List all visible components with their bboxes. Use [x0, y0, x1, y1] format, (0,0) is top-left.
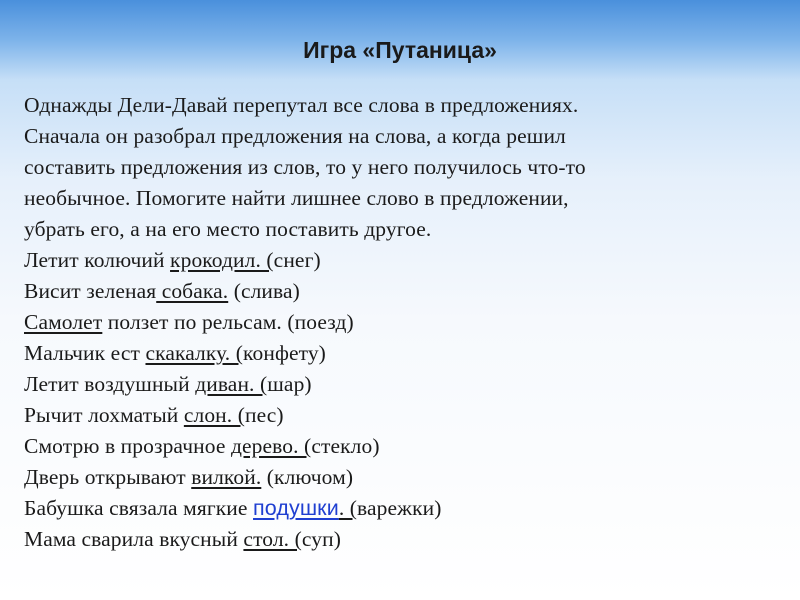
sentence-text: Мальчик ест: [24, 341, 146, 365]
sentence-6: [24, 400, 784, 431]
intro-line: Сначала он разобрал предложения на слова, а когда решил: [24, 124, 566, 148]
correct-word: снег): [273, 248, 321, 272]
wrong-word: собака.: [156, 279, 229, 303]
sentence-text: Дверь открывают: [24, 465, 192, 489]
intro-line: необычное. Помогите найти лишнее слово в предложении,: [24, 186, 569, 210]
sentence-text: Бабушка связала мягкие: [24, 496, 254, 520]
sentence-4: [24, 338, 784, 369]
sentence-2: [24, 276, 784, 307]
wrong-word: дерево. (: [230, 434, 312, 458]
correct-word: конфету): [243, 341, 326, 365]
correct-word: (слива): [228, 279, 300, 303]
wrong-word: Самолет: [24, 310, 103, 334]
wrong-word: вилкой.: [191, 465, 262, 489]
wrong-word: диван. (: [195, 372, 268, 396]
correct-word: (ключом): [261, 465, 354, 489]
sentence-text: Висит зеленая: [24, 279, 157, 303]
sentence-5: [24, 369, 784, 400]
wrong-word-tail: . (: [338, 496, 358, 520]
sentence-text: Рычит лохматый: [24, 403, 184, 427]
sentence-text: Мама сварила вкусный: [24, 527, 244, 551]
wrong-word: слон. (: [183, 403, 245, 427]
correct-word: варежки): [357, 496, 442, 520]
wrong-word: скакалку. (: [145, 341, 244, 365]
wrong-word: крокодил. (: [170, 248, 274, 272]
sentence-1: [24, 245, 784, 276]
sentence-text: Летит колючий: [24, 248, 171, 272]
intro-line: составить предложения из слов, то у него получилось что-то: [24, 155, 586, 179]
intro-line: Однажды Дели-Давай перепутал все слова в предложениях.: [24, 93, 579, 117]
sentence-9: [24, 493, 784, 524]
wrong-word: стол. (: [243, 527, 302, 551]
correct-word: пес): [245, 403, 284, 427]
sentence-8: [24, 462, 784, 493]
correct-word: суп): [301, 527, 341, 551]
wrong-word-link[interactable]: подушки: [253, 496, 339, 520]
slide-body: [24, 90, 784, 555]
slide-title: Игра «Путаница»: [303, 37, 497, 63]
sentence-10: [24, 524, 784, 555]
sentence-text: Смотрю в прозрачное: [24, 434, 231, 458]
sentence-7: [24, 431, 784, 462]
intro-line: убрать его, а на его место поставить другое.: [24, 217, 432, 241]
correct-word: ползет по рельсам. (поезд): [102, 310, 354, 334]
correct-word: стекло): [311, 434, 380, 458]
correct-word: шар): [267, 372, 312, 396]
sentence-3: [24, 307, 784, 338]
sentence-text: Летит воздушный: [24, 372, 196, 396]
